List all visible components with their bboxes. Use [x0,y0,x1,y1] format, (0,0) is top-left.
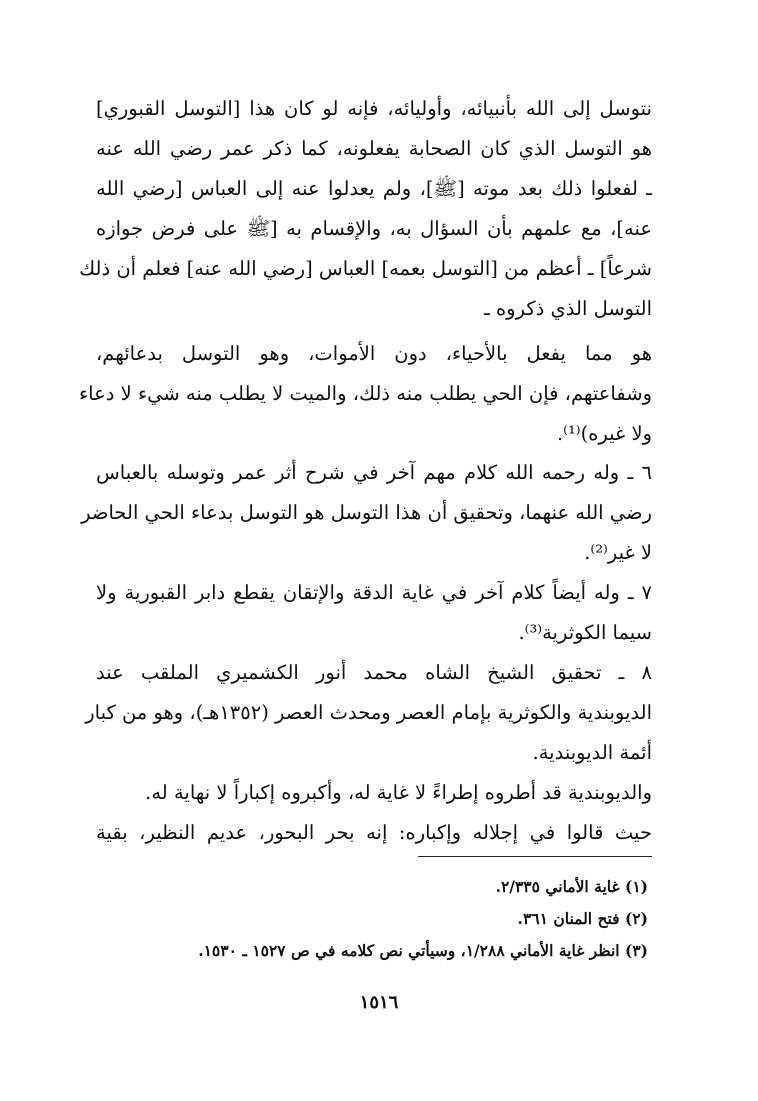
body-line: نتوسل إلى الله بأنبيائه، وأوليائه، فإنه لو كان هذا [التوسل القبوري] [96,97,652,120]
body-line: وشفاعتهم، فإن الحي يطلب منه ذلك، والميت لا يطلب منه شيء لا دعاء [79,382,652,405]
body-line: لا غير⁽²⁾. [584,541,652,564]
page-number: ١٥١٦ [359,992,399,1013]
body-line: ولا غيره)⁽¹⁾. [556,422,652,445]
body-line: هو مما يفعل بالأحياء، دون الأموات، وهو التوسل بدعائهم، [96,342,652,365]
body-line: رضي الله عنهما، وتحقيق أن هذا التوسل هو التوسل بدعاء الحي الحاضر [81,501,652,524]
footnote-separator [418,856,652,857]
body-line: شرعاً] ـ أعظم من [التوسل بعمه] العباس [رضي الله عنه] فعلم أن ذلك [79,257,652,280]
body-line: سيما الكوثرية⁽³⁾. [518,621,652,644]
body-line: ـ لفعلوا ذلك بعد موته [ﷺ]، ولم يعدلوا عنه إلى العباس [رضي الله [96,177,652,200]
body-line: والديوبندية قد أطروه إطراءً لا غاية له، وأكبروه إكباراً لا نهاية له. [145,781,652,804]
body-line: ٨ ـ تحقيق الشيخ الشاه محمد أنور الكشميري الملقب عند [96,661,652,684]
body-line: أئمة الديوبندية. [532,741,652,764]
footnote-1: (١) غاية الأماني ٢/٣٣٥. [495,877,648,896]
body-line: ٦ ـ وله رحمه الله كلام مهم آخر في شرح أثر عمر وتوسله بالعباس [96,461,652,484]
body-line: التوسل الذي ذكروه ـ [484,297,652,320]
footnote-2: (٢) فتح المنان ٣٦١. [517,909,648,928]
body-line: عنه]، مع علمهم بأن السؤال به، والإقسام به [ﷺ على فرض جوازه [96,217,652,240]
body-line: الديوبندية والكوثرية بإمام العصر ومحدث العصر (١٣٥٢هـ)، وهو من كبار [85,701,652,724]
body-line: حيث قالوا في إجلاله وإكباره: إنه بحر البحور، عديم النظير، بقية [96,821,652,844]
body-line: هو التوسل الذي كان الصحابة يفعلونه، كما ذكر عمر رضي الله عنه [96,137,652,160]
body-line: ٧ ـ وله أيضاً كلام آخر في غاية الدقة والإتقان يقطع دابر القبورية ولا [96,581,652,604]
footnote-3: (٣) انظر غاية الأماني ١/٢٨٨، وسيأتي نص كلامه في ص ١٥٢٧ ـ ١٥٣٠. [198,941,648,960]
